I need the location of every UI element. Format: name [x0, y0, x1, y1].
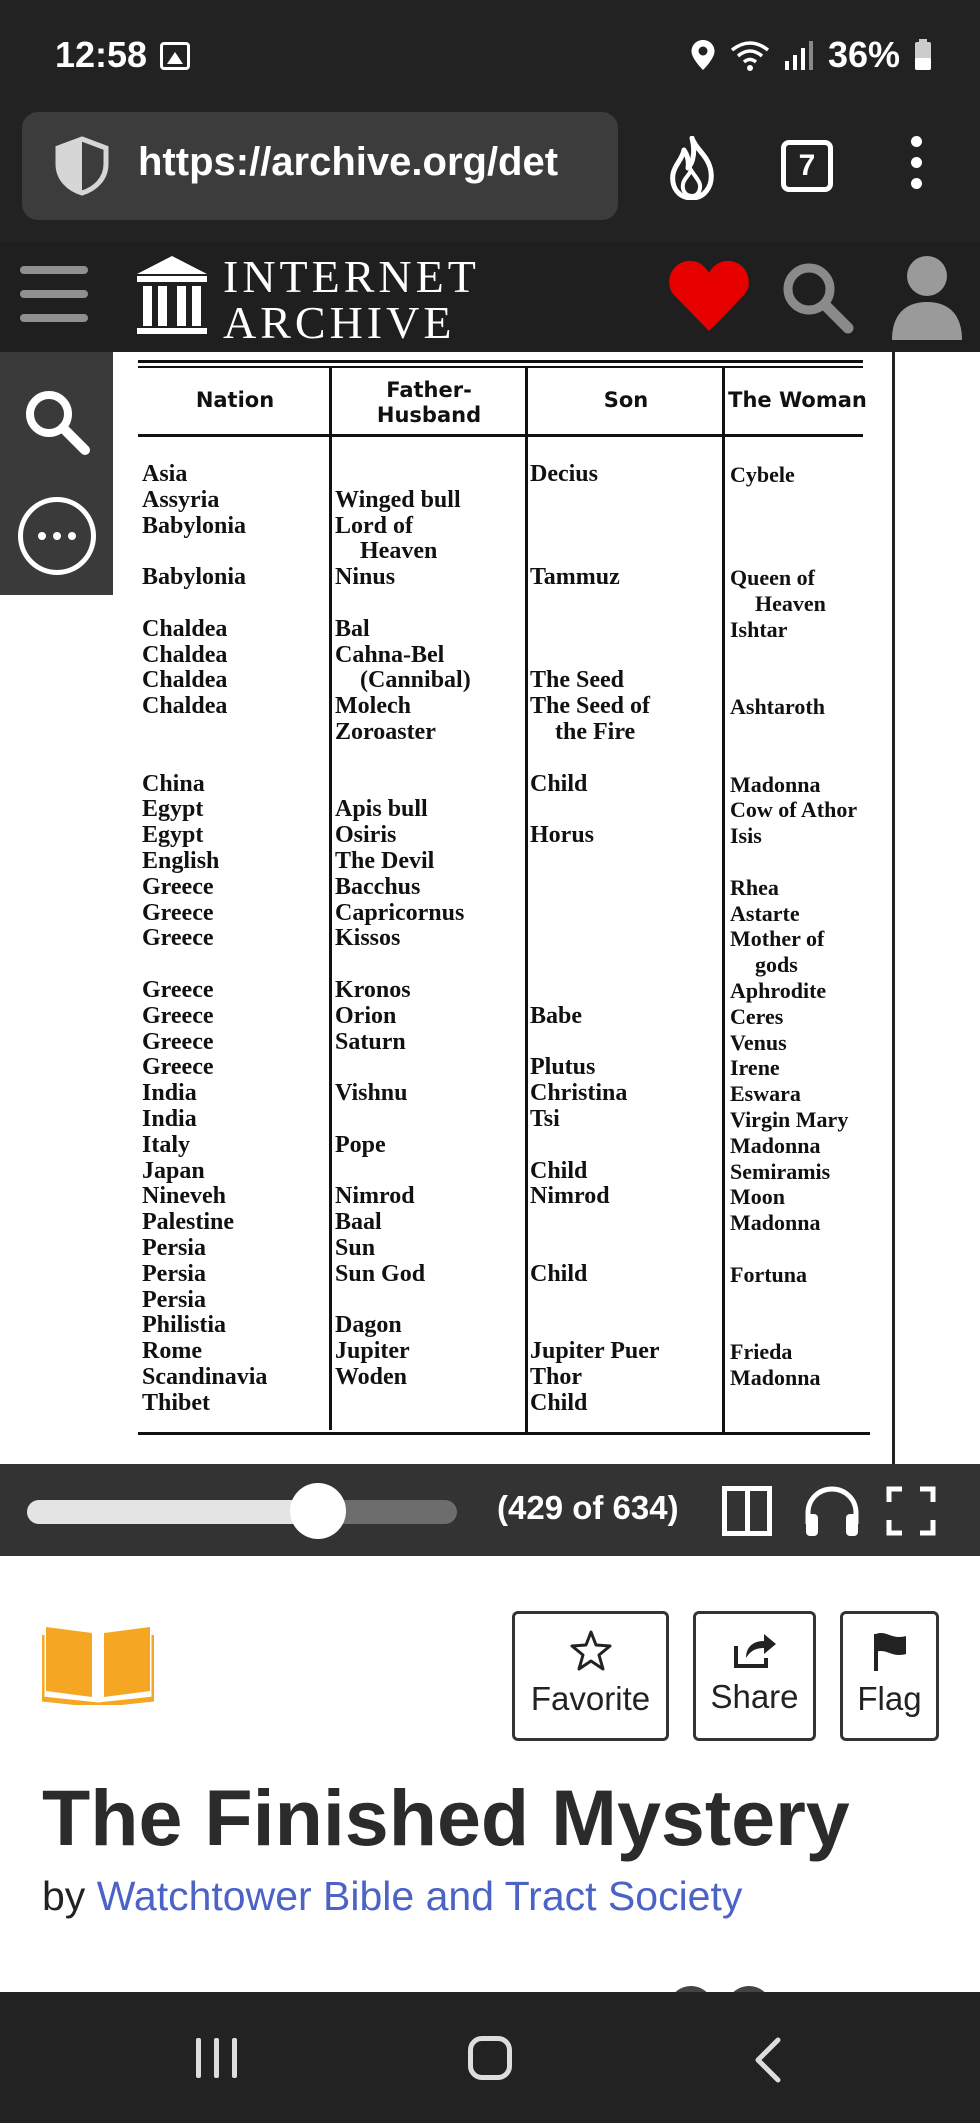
table-cell-son: Plutus: [530, 1054, 596, 1081]
table-cell-woman: Fortuna: [730, 1261, 807, 1287]
table-cell-woman: Isis: [730, 823, 762, 849]
signal-icon: [784, 39, 814, 71]
table-cell-father: (Cannibal): [360, 667, 471, 694]
book-icon: [42, 1623, 154, 1705]
table-cell-father: Osiris: [335, 822, 397, 849]
table-cell-son: The Seed: [530, 667, 625, 694]
table-cell-nation: Chaldea: [142, 667, 228, 694]
menu-kebab-icon[interactable]: [906, 136, 926, 199]
gallery-icon: [160, 42, 190, 70]
share-label: Share: [710, 1678, 799, 1715]
one-page-icon[interactable]: [722, 1486, 772, 1536]
hamburger-icon[interactable]: [20, 266, 88, 338]
url-bar[interactable]: [22, 112, 618, 220]
table-cell-woman: Cow of Athor: [730, 797, 858, 823]
table-cell-father: Bal: [335, 615, 370, 642]
star-icon: [569, 1630, 613, 1672]
flag-button[interactable]: [840, 1611, 939, 1741]
book-page-viewer[interactable]: [0, 352, 980, 1464]
page-counter: (429 of 634): [497, 1489, 679, 1526]
table-cell-father: Cahna-Bel: [335, 641, 445, 668]
table-cell-son: the Fire: [555, 719, 636, 745]
table-cell-nation: Chaldea: [142, 693, 228, 720]
table-cell-woman: Eswara: [730, 1081, 801, 1107]
reader-navbar: [0, 1464, 980, 1556]
table-cell-nation: Asia: [142, 461, 188, 487]
table-cell-son: Nimrod: [530, 1183, 610, 1210]
table-cell-son: Child: [530, 1260, 588, 1287]
table-cell-son: Babe: [530, 1002, 583, 1029]
table-cell-son: Tsi: [530, 1106, 560, 1132]
wifi-icon: [730, 38, 770, 72]
slider-thumb[interactable]: [290, 1483, 346, 1539]
fullscreen-icon[interactable]: [886, 1486, 936, 1536]
table-cell-woman: Frieda: [730, 1339, 793, 1365]
flag-label: Flag: [857, 1680, 922, 1717]
favorite-label: Favorite: [530, 1680, 651, 1717]
user-icon[interactable]: [890, 254, 964, 340]
more-icon[interactable]: [18, 497, 96, 575]
table-cell-nation: Greece: [142, 1028, 214, 1055]
table-cell-nation: Babylonia: [142, 564, 247, 591]
logo-line-internet: INTERNET: [223, 251, 480, 302]
location-icon: [690, 39, 716, 71]
side-toolbar: [0, 352, 113, 595]
table-cell-father: Dagon: [335, 1312, 402, 1339]
table-cell-father: Lord of: [335, 512, 413, 539]
table-cell-father: Kronos: [335, 977, 411, 1003]
heart-icon[interactable]: [668, 257, 750, 333]
table-cell-woman: Rhea: [730, 874, 779, 900]
table-rule-header: [138, 434, 863, 437]
table-cell-woman: Venus: [730, 1029, 787, 1055]
table-cell-woman: Heaven: [755, 591, 826, 616]
table-cell-father: Kissos: [335, 925, 401, 952]
search-icon[interactable]: [22, 387, 92, 457]
table-cell-nation: Philistia: [142, 1312, 227, 1339]
page-slider[interactable]: [27, 1500, 457, 1524]
favorite-button[interactable]: [512, 1611, 669, 1741]
table-cell-woman: Moon: [730, 1184, 785, 1210]
table-cell-son: Child: [530, 1157, 588, 1184]
table-cell-woman: Astarte: [730, 900, 800, 926]
table-cell-nation: Palestine: [142, 1209, 234, 1236]
home-icon[interactable]: [468, 2036, 512, 2080]
table-col-rule-3: [722, 368, 725, 1432]
item-details: [0, 1556, 980, 1992]
table-cell-father: Jupiter: [335, 1338, 410, 1365]
battery-percent: 36%: [827, 34, 900, 75]
author-link[interactable]: Watchtower Bible and Tract Society: [96, 1873, 743, 1919]
table-cell-son: Tammuz: [530, 564, 620, 591]
table-cell-father: Molech: [335, 693, 411, 720]
table-cell-nation: English: [142, 848, 220, 874]
table-cell-father: Saturn: [335, 1028, 406, 1055]
table-cell-son: Christina: [530, 1080, 628, 1107]
status-time: 12:58: [55, 34, 148, 75]
table-cell-father: Ninus: [335, 564, 396, 591]
table-cell-woman: Virgin Mary: [730, 1107, 849, 1132]
headphones-icon[interactable]: [803, 1484, 861, 1538]
table-rule-top: [138, 360, 863, 363]
table-cell-son: Child: [530, 770, 588, 797]
table-cell-father: Winged bull: [335, 486, 461, 513]
table-cell-woman: Madonna: [730, 1365, 821, 1390]
table-cell-nation: Babylonia: [142, 512, 247, 539]
table-cell-father: Pope: [335, 1131, 386, 1158]
table-col-rule-1: [329, 368, 332, 1430]
table-cell-nation: Greece: [142, 1002, 214, 1029]
shield-icon[interactable]: [54, 136, 110, 196]
table-cell-woman: Queen of: [730, 565, 815, 591]
table-cell-nation: Greece: [142, 977, 214, 1003]
logo-line-archive: ARCHIVE: [223, 297, 456, 348]
url-text[interactable]: https://archive.org/det: [138, 140, 559, 184]
table-cell-nation: Persia: [142, 1235, 206, 1261]
table-cell-nation: Scandinavia: [142, 1364, 268, 1390]
status-bar: [0, 0, 980, 112]
table-cell-son: Child: [530, 1389, 588, 1416]
table-cell-woman: Cybele: [730, 462, 795, 487]
table-cell-nation: Chaldea: [142, 641, 228, 668]
table-cell-father: Apis bull: [335, 796, 428, 823]
table-cell-woman: Ceres: [730, 1003, 784, 1029]
table-cell-nation: Italy: [142, 1131, 190, 1158]
table-cell-father: Bacchus: [335, 873, 421, 900]
battery-icon: [914, 39, 932, 71]
slider-progress: [27, 1500, 318, 1524]
table-cell-nation: Rome: [142, 1338, 202, 1365]
col-header-nation: Nation: [195, 388, 275, 412]
ia-header: [0, 242, 980, 352]
table-cell-father: Sun God: [335, 1260, 426, 1287]
by-label: by: [42, 1873, 86, 1919]
table-cell-father: Capricornus: [335, 899, 465, 926]
table-cell-woman: Madonna: [730, 1132, 821, 1158]
ia-logo-text: [223, 251, 480, 348]
table-cell-nation: Egypt: [142, 822, 204, 849]
table-cell-nation: Persia: [142, 1286, 206, 1313]
table-cell-woman: Madonna: [730, 1210, 821, 1236]
status-icons: [690, 34, 932, 76]
table-cell-nation: Chaldea: [142, 615, 228, 642]
table-rule-bottom: [138, 1432, 870, 1435]
fire-icon[interactable]: [665, 136, 719, 200]
scanned-table: [0, 352, 980, 1464]
table-cell-father: Sun: [335, 1235, 376, 1261]
table-cell-woman: gods: [755, 952, 798, 978]
flag-icon: [870, 1630, 910, 1672]
table-cell-woman: Irene: [730, 1055, 780, 1081]
table-cell-son: Horus: [530, 822, 595, 849]
tab-count-button[interactable]: 7: [781, 140, 833, 192]
table-cell-son: Decius: [530, 461, 598, 487]
table-cell-son: Thor: [530, 1364, 583, 1390]
table-cell-nation: Egypt: [142, 796, 204, 823]
table-cell-father: Heaven: [360, 538, 438, 565]
table-cell-nation: Greece: [142, 925, 214, 952]
table-cell-father: The Devil: [335, 848, 435, 874]
table-cell-woman: Ishtar: [730, 616, 788, 642]
table-cell-nation: Greece: [142, 899, 214, 926]
table-cell-nation: Persia: [142, 1260, 206, 1287]
search-icon[interactable]: [780, 260, 854, 334]
table-cell-father: Woden: [335, 1364, 408, 1390]
back-icon[interactable]: [752, 2036, 782, 2084]
table-cell-woman: Ashtaroth: [730, 694, 825, 720]
table-cell-nation: India: [142, 1106, 197, 1132]
table-cell-woman: Semiramis: [730, 1158, 831, 1184]
table-cell-nation: Assyria: [142, 486, 220, 513]
table-cell-nation: India: [142, 1080, 197, 1107]
table-cell-nation: Greece: [142, 1054, 214, 1081]
table-cell-woman: Mother of: [730, 926, 825, 952]
table-rule-top-2: [138, 366, 863, 368]
system-nav-bar: [0, 1992, 980, 2123]
col-header-father-husband: Father- Husband: [376, 378, 482, 427]
table-cell-son: The Seed of: [530, 693, 650, 720]
table-cell-nation: Nineveh: [142, 1183, 226, 1210]
table-cell-nation: China: [142, 770, 205, 797]
table-cell-nation: Greece: [142, 873, 214, 900]
table-cell-father: Baal: [335, 1209, 382, 1236]
page-edge: [892, 352, 895, 1464]
table-cell-father: Orion: [335, 1002, 397, 1029]
byline: [42, 1873, 742, 1920]
table-cell-father: Nimrod: [335, 1183, 415, 1210]
share-button[interactable]: [693, 1611, 816, 1741]
browser-toolbar: [0, 112, 980, 242]
table-cell-father: Vishnu: [335, 1080, 408, 1107]
ia-logo[interactable]: [135, 251, 480, 348]
temple-icon: [135, 254, 209, 336]
table-cell-nation: Thibet: [142, 1389, 211, 1416]
share-icon: [732, 1630, 778, 1670]
table-cell-woman: Aphrodite: [730, 978, 827, 1003]
col-header-son: Son: [603, 388, 649, 412]
table-cell-nation: Japan: [142, 1157, 205, 1184]
table-cell-son: Jupiter Puer: [530, 1338, 660, 1365]
table-col-rule-2: [525, 368, 528, 1432]
table-cell-woman: Madonna: [730, 771, 821, 797]
col-header-the-woman: The Woman: [728, 388, 867, 412]
item-title: The Finished Mystery: [42, 1773, 850, 1862]
table-cell-father: Zoroaster: [335, 719, 436, 745]
recent-apps-icon[interactable]: [196, 2038, 250, 2083]
